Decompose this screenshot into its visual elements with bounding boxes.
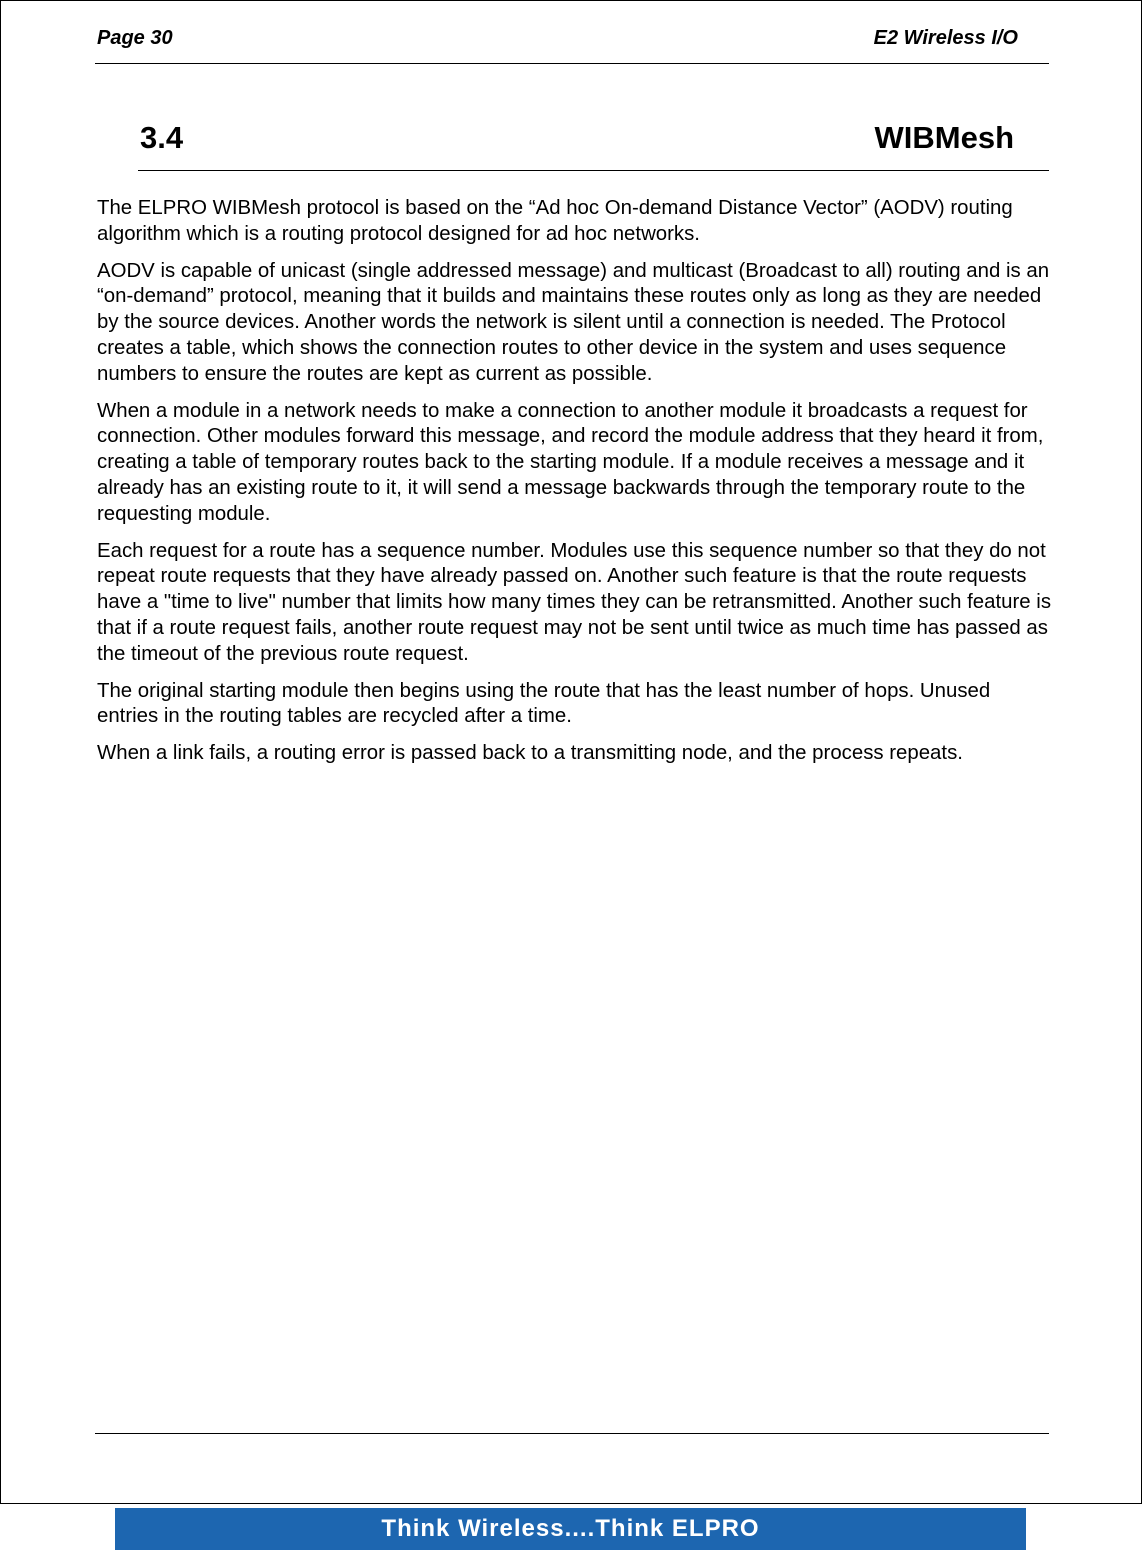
footer-divider — [95, 1433, 1049, 1434]
paragraph: AODV is capable of unicast (single addressed message) and multicast (Broadcast to all) routing and is an “on-demand” protocol, meaning that it builds and maintains these routes only as long as they are needed by the source devices. Another words the network is silent until a connection is needed. The Protocol creates a table, which shows the connection routes to other device in the system and uses sequence numbers to ensure the routes are kept as current as possible. — [97, 259, 1050, 385]
document-title: E2 Wireless I/O — [873, 27, 1018, 49]
body-text — [97, 196, 1052, 778]
paragraph: The ELPRO WIBMesh protocol is based on the “Ad hoc On-demand Distance Vector” (AODV) routing algorithm which is a routing protocol designed for ad hoc networks. — [97, 197, 1013, 245]
section-number: 3.4 — [140, 120, 184, 155]
page-number: Page 30 — [97, 27, 173, 49]
paragraph: When a module in a network needs to make a connection to another module it broadcasts a request for connection. Other modules forward this message, and record the module address that they heard it from, creating a table of temporary routes back to the starting module. If a module receives a message and it already has an existing route to it, it will send a message backwards through the temporary route to the requesting module. — [97, 399, 1044, 525]
paragraph: When a link fails, a routing error is passed back to a transmitting node, and the process repeats. — [97, 742, 963, 765]
footer-banner: Think Wireless....Think ELPRO — [115, 1508, 1026, 1550]
section-divider — [138, 170, 1049, 171]
paragraph: The original starting module then begins using the route that has the least number of hops. Unused entries in the routing tables are recycled after a time. — [97, 679, 991, 728]
section-title: WIBMesh — [874, 120, 1014, 155]
header-divider — [95, 63, 1049, 64]
paragraph: Each request for a route has a sequence number. Modules use this sequence number so that they do not repeat route requests that they have already passed on. Another such feature is that the route requests have a "time to live" number that limits how many times they can be retransmitted. Another such feature is that if a route request fails, another route request may not be sent until twice as much time has passed as the timeout of the previous route request. — [97, 539, 1052, 665]
